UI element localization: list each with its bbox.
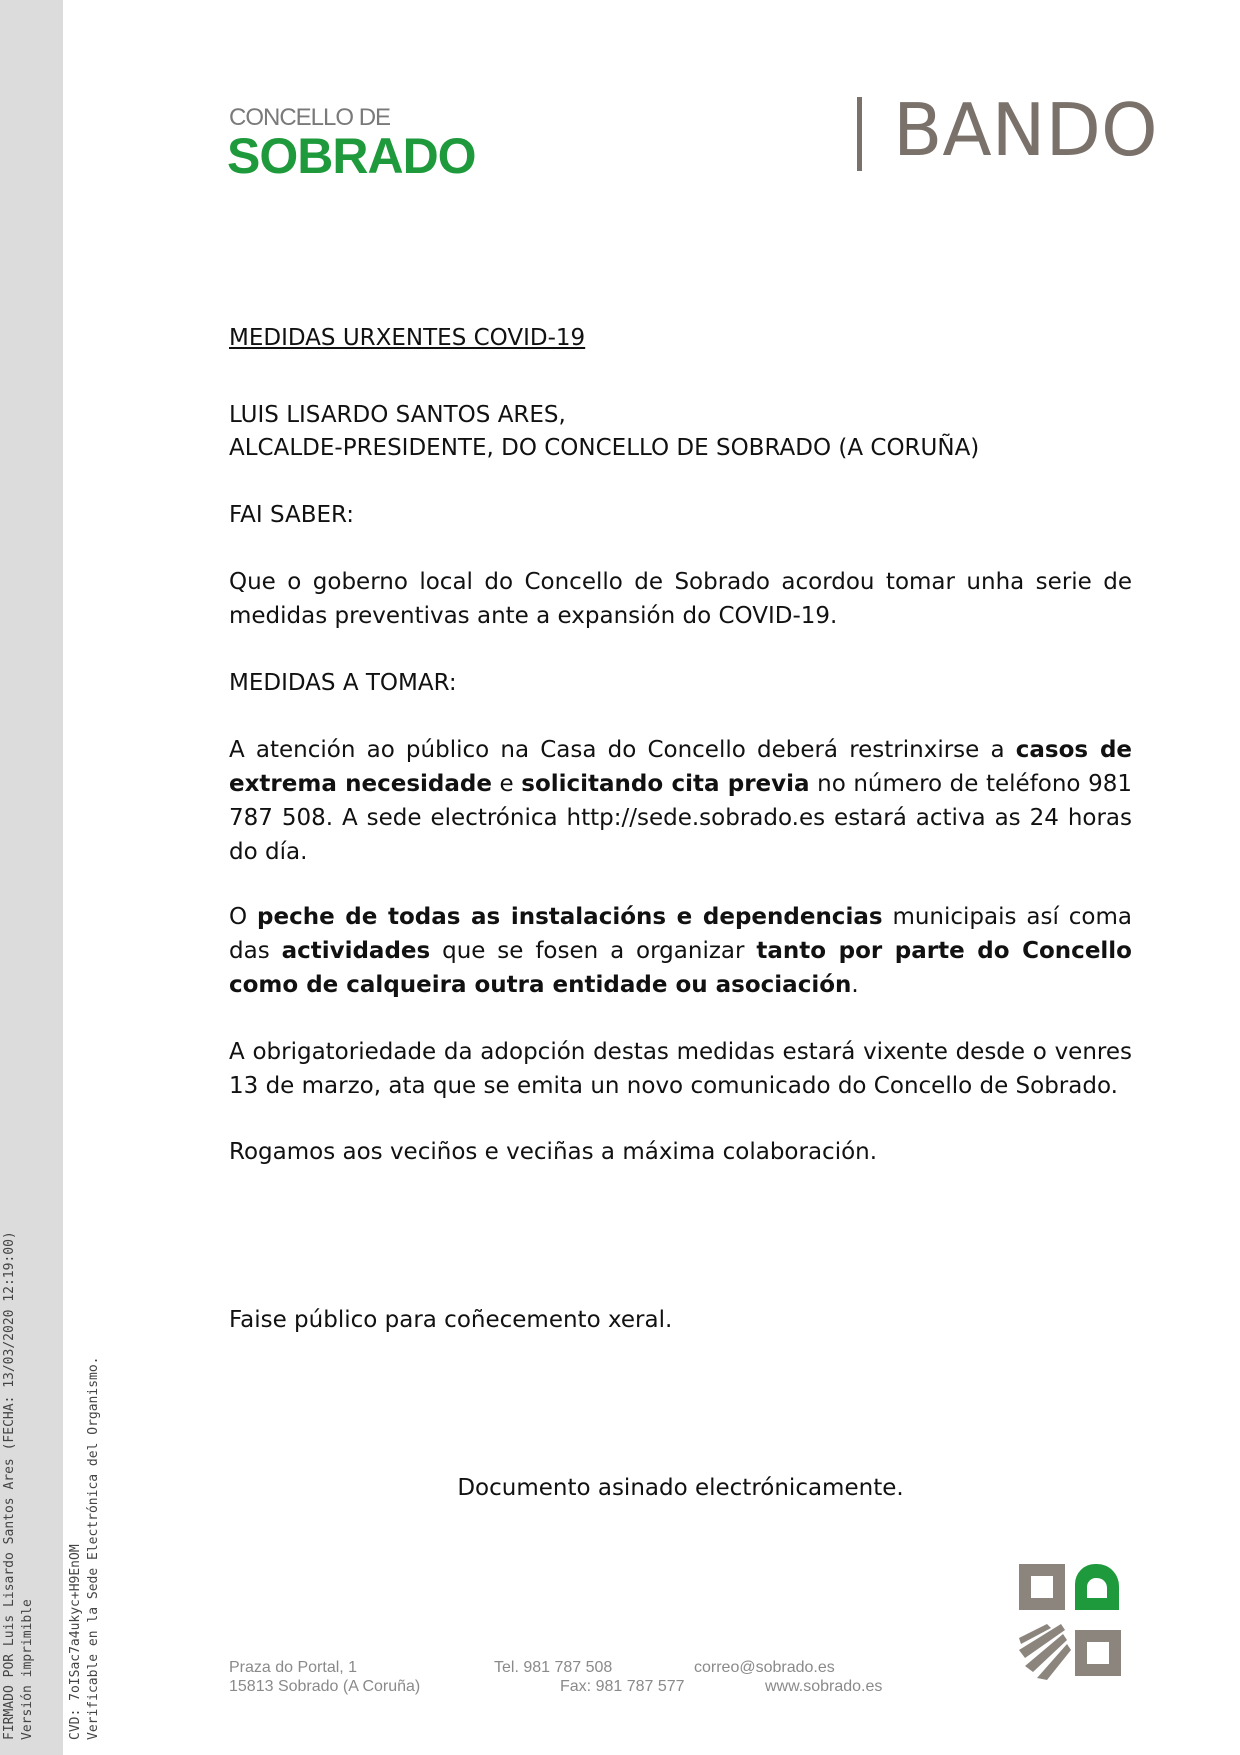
printable-version-line: Versión imprimible bbox=[20, 1599, 35, 1740]
signature-line: FIRMADO POR Luis Lisardo Santos Ares (FECHA: 13/03/2020 12:19:00) bbox=[2, 1231, 17, 1740]
footer-address-1: Praza do Portal, 1 bbox=[229, 1659, 358, 1676]
signer-role: ALCALDE-PRESIDENTE, DO CONCELLO DE SOBRADO (A CORUÑA) bbox=[229, 435, 980, 461]
cvd-line: CVD: 7oISac7a4ukyc+H9EnOM bbox=[68, 1544, 83, 1740]
electronic-signature-note: Documento asinado electrónicamente. bbox=[457, 1475, 904, 1501]
concello-emblem-icon bbox=[1017, 1562, 1122, 1680]
header-divider bbox=[857, 97, 862, 171]
public-notice: Faise público para coñecemento xeral. bbox=[229, 1307, 673, 1333]
footer-email: correo@sobrado.es bbox=[694, 1659, 835, 1676]
logo-sobrado: SOBRADO bbox=[227, 128, 476, 184]
measure-paragraph-1: A atención ao público na Casa do Concello deberá restrinxirse a casos de extrema necesidade e solicitando cita previa no número de teléfono 981 787 508. A sede electrónica http://sede.sobrado.es estará activa as 24 horas do día. bbox=[229, 737, 1133, 865]
validity-paragraph: A obrigatoriedade da adopción destas medidas estará vixente desde o venres 13 de marzo, ata que se emita un novo comunicado do Concello de Sobrado. bbox=[229, 1039, 1132, 1099]
collaboration-paragraph: Rogamos aos veciños e veciñas a máxima colaboración. bbox=[229, 1139, 878, 1165]
measure-paragraph-2: O peche de todas as instalacións e dependencias municipais así coma das actividades que se fosen a organizar tanto por parte do Concello como de calqueira outra entidade ou asociación. bbox=[229, 904, 1132, 998]
verification-line: Verificable en la Sede Electrónica del Organismo. bbox=[86, 1356, 101, 1740]
fai-saber: FAI SABER: bbox=[229, 502, 355, 528]
footer-address-2: 15813 Sobrado (A Coruña) bbox=[229, 1678, 421, 1695]
intro-paragraph: Que o goberno local do Concello de Sobrado acordou tomar unha serie de medidas preventivas ante a expansión do COVID-19. bbox=[229, 569, 1132, 629]
document-type: BANDO bbox=[893, 88, 1158, 172]
medidas-title: MEDIDAS A TOMAR: bbox=[229, 670, 457, 696]
logo-concello-de: CONCELLO DE bbox=[229, 104, 391, 131]
footer-fax: Fax: 981 787 577 bbox=[560, 1678, 685, 1695]
footer-tel: Tel. 981 787 508 bbox=[494, 1659, 613, 1676]
document-heading: MEDIDAS URXENTES COVID-19 bbox=[229, 325, 586, 351]
footer-web: www.sobrado.es bbox=[765, 1678, 883, 1695]
signer-name: LUIS LISARDO SANTOS ARES, bbox=[229, 402, 566, 428]
